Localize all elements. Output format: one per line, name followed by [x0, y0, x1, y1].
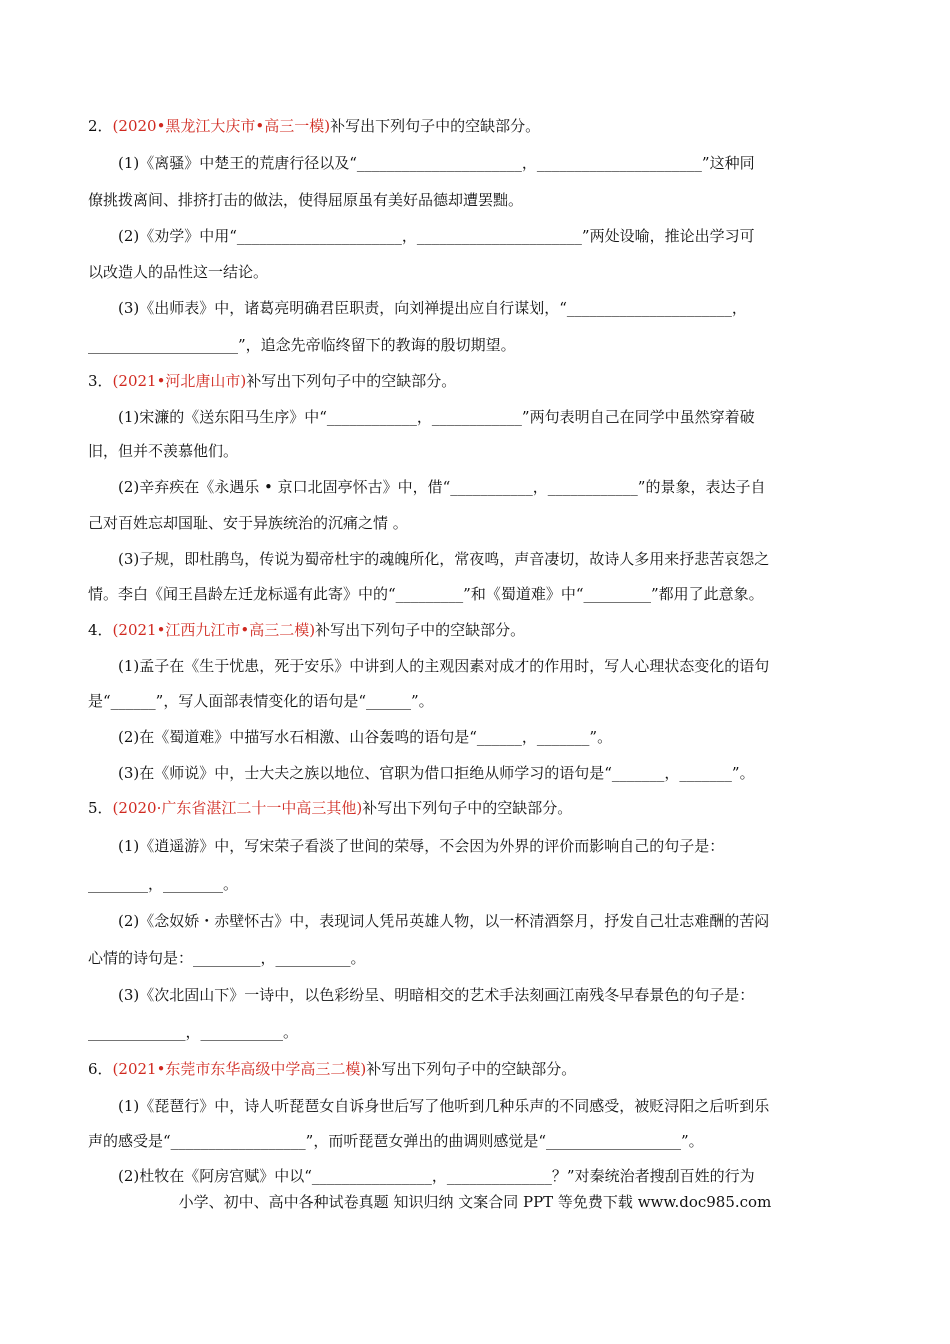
question-2-header — [88, 116, 856, 136]
question-6-header — [88, 1059, 856, 1079]
question-text-line: (2)《劝学》中用“______________________，______________________”两处设喻，推论出学习可 — [118, 227, 755, 245]
question-text-line: 以改造人的品性这一结论。 — [88, 263, 269, 281]
question-text-line: 旧，但并不羡慕他们。 — [88, 442, 239, 460]
question-text-line: 是“______”，写人面部表情变化的语句是“______”。 — [88, 692, 434, 710]
question-source: (2021•河北唐山市) — [112, 372, 247, 390]
question-text-line: (1)《逍遥游》中，写宋荣子看淡了世间的荣辱，不会因为外界的评价而影响自己的句子是： — [118, 837, 725, 855]
page-footer: 小学、初中、高中各种试卷真题 知识归纳 文案合同 PPT 等免费下载 www.doc985.com — [178, 1193, 772, 1211]
question-text-line: (2)辛弃疾在《永遇乐 • 京口北固亭怀古》中，借“___________，____________”的景象，表达子自 — [118, 478, 766, 496]
question-text-line: (3)《次北固山下》一诗中，以色彩纷呈、明暗相交的艺术手法刻画江南残冬早春景色的句子是： — [118, 986, 755, 1004]
question-source: (2021•东莞市东华高级中学高三二模) — [112, 1060, 367, 1078]
question-text-line: (3)《出师表》中，诸葛亮明确君臣职责，向刘禅提出应自行谋划，“______________________， — [118, 299, 747, 317]
question-text-line: 情。李白《闻王昌龄左迁龙标遥有此寄》中的“_________”和《蜀道难》中“_________”都用了此意象。 — [88, 585, 764, 603]
question-text-line: (3)子规，即杜鹃鸟，传说为蜀帝杜宇的魂魄所化，常夜鸣，声音凄切，故诗人多用来抒悲苦哀怨之 — [118, 550, 770, 568]
question-text-line: (1)《离骚》中楚王的荒唐行径以及“______________________，______________________”这种同 — [118, 154, 755, 172]
question-number: 3． — [88, 372, 113, 390]
question-text-line: ____________________”，追念先帝临终留下的教诲的殷切期望。 — [88, 336, 516, 354]
question-text-line: (3)在《师说》中，士大夫之族以地位、官职为借口拒绝从师学习的语句是“_______，_______”。 — [118, 764, 755, 782]
question-source: (2020•黑龙江大庆市•高三一模) — [112, 117, 331, 135]
question-number: 5． — [88, 799, 113, 817]
question-text-line: 僚挑拨离间、排挤打击的做法，使得屈原虽有美好品德却遭罢黜。 — [88, 191, 524, 209]
question-number: 2． — [88, 117, 113, 135]
question-text-line: (1)孟子在《生于忧患，死于安乐》中讲到人的主观因素对成才的作用时，写人心理状态变化的语句 — [118, 657, 770, 675]
question-stem: 补写出下列句子中的空缺部分。 — [362, 799, 573, 817]
question-source: (2021•江西九江市•高三二模) — [112, 621, 316, 639]
question-text-line: (1)宋濂的《送东阳马生序》中“____________，____________”两句表明自己在同学中虽然穿着破 — [118, 408, 755, 426]
question-4-header — [88, 620, 856, 640]
question-number: 6． — [88, 1060, 113, 1078]
question-stem: 补写出下列句子中的空缺部分。 — [330, 117, 541, 135]
question-text-line: 己对百姓忘却国耻、安于异族统治的沉痛之情 。 — [88, 514, 408, 532]
question-stem: 补写出下列句子中的空缺部分。 — [366, 1060, 577, 1078]
question-text-line: ________，________。 — [88, 875, 239, 893]
question-number: 4． — [88, 621, 113, 639]
question-text-line: (2)杜牧在《阿房宫赋》中以“________________，______________？”对秦统治者搜刮百姓的行为 — [118, 1167, 755, 1185]
question-text-line: 心情的诗句是：_________，__________。 — [88, 949, 366, 967]
question-text-line: 声的感受是“__________________”，而听琵琶女弹出的曲调则感觉是“__________________”。 — [88, 1132, 704, 1150]
question-5-header — [88, 798, 856, 818]
question-text-line: (2)在《蜀道难》中描写水石相激、山谷轰鸣的语句是“______，_______”。 — [118, 728, 613, 746]
question-source: (2020·广东省湛江二十一中高三其他) — [112, 799, 363, 817]
question-stem: 补写出下列句子中的空缺部分。 — [315, 621, 526, 639]
question-text-line: (2)《念奴娇・赤壁怀古》中，表现词人凭吊英雄人物，以一杯清酒祭月，抒发自己壮志难酬的苦闷 — [118, 912, 770, 930]
question-3-header — [88, 371, 856, 391]
question-text-line: (1)《琵琶行》中，诗人听琵琶女自诉身世后写了他听到几种乐声的不同感受，被贬浔阳之后听到乐 — [118, 1097, 770, 1115]
question-text-line: _____________，___________。 — [88, 1023, 299, 1041]
question-stem: 补写出下列句子中的空缺部分。 — [246, 372, 457, 390]
